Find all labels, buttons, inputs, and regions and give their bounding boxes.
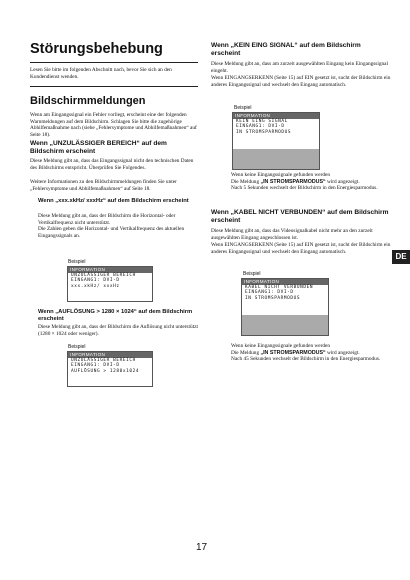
kein-after-line: Nach 5 Sekunden wechselt der Bildschirm in den Energiesparmodus. bbox=[231, 185, 378, 192]
kein-after-line bbox=[231, 179, 391, 186]
kein-text: Diese Meldung gibt an, dass am zurzeit ausgewählten Eingang kein Eingangssignal eingeht. bbox=[211, 61, 388, 74]
osd-line: KEIN EING SIGNAL bbox=[236, 119, 288, 124]
kabel-after bbox=[231, 343, 391, 363]
osd-aufloesung bbox=[67, 351, 153, 387]
unzulaessig-text-2: Weitere Informationen zu den Bildschirmmeldungen finden Sie unter „Fehlersymptome und Abhilfemaßnahmen“ auf Seite 18. bbox=[30, 179, 177, 192]
osd-line: EINGANG1: DVI-D bbox=[71, 278, 120, 284]
beispiel-label: Beispiel bbox=[68, 344, 86, 350]
osd-background bbox=[242, 315, 328, 335]
osd-header: INFORMATION bbox=[68, 267, 152, 273]
osd-line: IN STROMSPARMODUS bbox=[245, 295, 301, 301]
osd-kabel bbox=[241, 278, 329, 336]
osd-line: EINGANG1: DVI-D bbox=[71, 363, 120, 369]
kein-after bbox=[231, 172, 391, 192]
heading-kein-signal: Wenn „KEIN EING SIGNAL“ auf dem Bildschirm erscheint bbox=[211, 42, 361, 58]
beispiel-label: Beispiel bbox=[234, 105, 252, 111]
osd-line: IN STROMSPARMODUS bbox=[236, 129, 292, 135]
kabel-after-line: Wenn keine Eingangssignale gefunden werden bbox=[231, 343, 331, 349]
kein-after-line: Wenn keine Eingangssignale gefunden werden bbox=[231, 172, 331, 178]
text-bold: „IN STROMSPARMODUS“ bbox=[260, 349, 326, 356]
kabel-text: Diese Meldung gibt an, dass das Videosignalkabel nicht mehr an den zurzeit ausgewählten Eingang angeschlossen ist. bbox=[211, 228, 373, 241]
text-fragment: wird angezeigt. bbox=[325, 349, 360, 356]
khz-text-2: Die Zahlen geben die Horizontal- und Vertikalfrequenz des aktuellen Eingangssignals an. bbox=[38, 226, 185, 239]
osd-header: INFORMATION bbox=[68, 352, 152, 358]
heading-unzulaessig: Wenn „UNZULÄSSIGER BEREICH“ auf dem Bildschirm erscheint bbox=[30, 140, 167, 156]
kabel-text-2: Wenn EINGANGSERKENN (Seite 15) auf EIN gesetzt ist, sucht der Bildschirm ein anderes Eingangssignal und wechselt den Eingang automatisch. bbox=[211, 242, 391, 255]
aufloesung-text: Diese Meldung gibt an, dass der Bildschirm die Auflösung nicht unterstützt (1280 × 1024 oder weniger). bbox=[38, 324, 198, 337]
osd-background bbox=[233, 149, 319, 169]
page-number: 17 bbox=[196, 542, 208, 553]
intro-text: Lesen Sie bitte im folgenden Abschnitt nach, bevor Sie sich an den Kundendienst wenden. bbox=[30, 67, 172, 80]
osd-line: AUFLÖSUNG > 1280x1024 bbox=[71, 368, 140, 374]
language-tab: DE bbox=[392, 250, 410, 264]
osd-kein-signal bbox=[232, 112, 320, 170]
osd-line: EINGANG1: DVI-D bbox=[245, 290, 294, 296]
khz-text: Diese Meldung gibt an, dass der Bildschirm die Horizontal- oder Vertikalfrequenz nicht unterstützt. bbox=[38, 213, 176, 226]
text-fragment: wird angezeigt. bbox=[325, 178, 360, 185]
osd-header: INFORMATION bbox=[242, 279, 328, 285]
osd-line: UNZULÄSSIGER BEREICH bbox=[71, 273, 136, 278]
page-title: Störungsbehebung bbox=[30, 41, 163, 57]
heading-khz: Wenn „xxx.xkHz/ xxxHz“ auf dem Bildschirm erscheint bbox=[38, 198, 189, 204]
kein-text-2: Wenn EINGANGSERKENN (Seite 15) auf EIN gesetzt ist, sucht der Bildschirm ein anderes Eingangssignal und wechselt den Eingang automatisch. bbox=[211, 75, 391, 88]
section-heading: Bildschirmmeldungen bbox=[30, 95, 146, 107]
text-bold: „IN STROMSPARMODUS“ bbox=[260, 178, 326, 185]
unzulaessig-text: Diese Meldung gibt an, dass das Eingangssignal nicht den technischen Daten des Bildschirms entspricht. Überprüfen Sie Folgendes. bbox=[30, 158, 194, 171]
osd-line: UNZULÄSSIGER BEREICH bbox=[71, 358, 136, 363]
heading-aufloesung: Wenn „AUFLÖSUNG > 1280 × 1024“ auf dem Bildschirm erscheint bbox=[38, 309, 193, 322]
osd-header: INFORMATION bbox=[233, 113, 319, 119]
kabel-after-line bbox=[231, 350, 391, 357]
section-text: Wenn am Eingangssignal ein Fehler vorliegt, erscheint eine der folgenden Warnmeldungen auf dem Bildschirm. Schlagen Sie bitte die zugehörige Abhilfemaßnahme nach (siehe „Fehlersymptome und Abhilfemaßnahmen“ auf Seite 18). bbox=[30, 112, 197, 138]
heading-kabel: Wenn „KABEL NICHT VERBUNDEN“ auf dem Bildschirm erscheint bbox=[211, 209, 389, 225]
text-fragment: Die Meldung bbox=[231, 349, 261, 356]
text-fragment: Die Meldung bbox=[231, 178, 261, 185]
kabel-after-line: Nach 45 Sekunden wechselt der Bildschirm in den Energiesparmodus. bbox=[231, 356, 381, 363]
beispiel-label: Beispiel bbox=[243, 271, 261, 277]
beispiel-label: Beispiel bbox=[68, 259, 86, 265]
osd-khz bbox=[67, 266, 153, 302]
intro-rule bbox=[30, 86, 198, 87]
osd-line: KABEL NICHT VERBUNDEN bbox=[245, 285, 314, 290]
osd-line: EINGANG1: DVI-D bbox=[236, 124, 285, 130]
osd-line: xxx.xkHz/ xxxHz bbox=[71, 283, 120, 289]
title-rule bbox=[30, 62, 198, 63]
